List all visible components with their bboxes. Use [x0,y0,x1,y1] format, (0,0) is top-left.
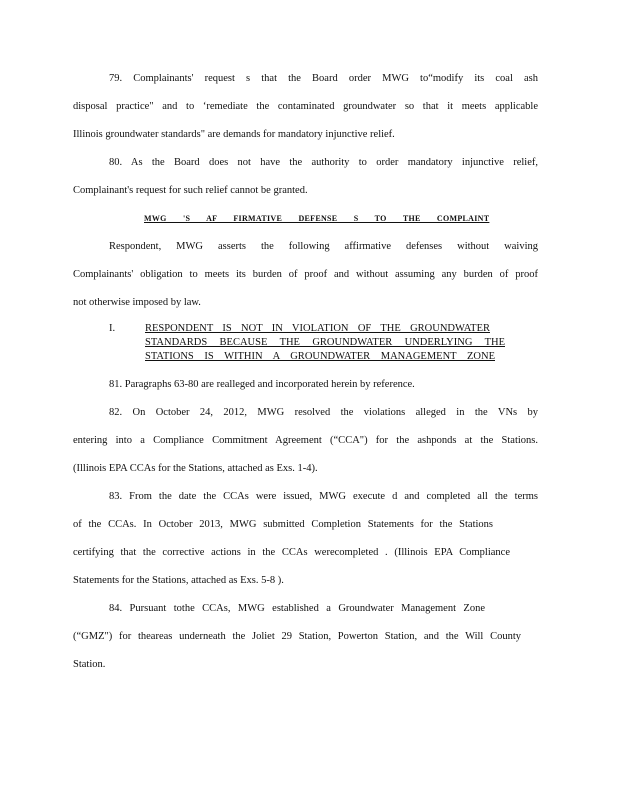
section-number: I. [109,323,116,334]
section-title-line-2: STANDARDS BECAUSE THE GROUNDWATER UNDERLYING THE [145,337,505,348]
paragraph-84-line-2: (“GMZ") for theareas underneath the Joliet 29 Station, Powerton Station, and the Will County [73,631,521,642]
paragraph-79-line-3: Illinois groundwater standards" are demands for mandatory injunctive relief. [73,129,395,140]
paragraph-83-line-3: certifying that the corrective actions in the CCAs werecompleted . (Illinois EPA Compliance [73,547,510,558]
paragraph-79-line-1: 79. Complainants' request s that the Board order MWG to“modify its coal ash [109,73,538,84]
paragraph-79-line-2: disposal practice" and to ‘remediate the contaminated groundwater so that it meets applicable [73,101,538,112]
section-title-line-3: STATIONS IS WITHIN A GROUNDWATER MANAGEMENT ZONE [145,351,495,362]
paragraph-82-line-1: 82. On October 24, 2012, MWG resolved the violations alleged in the VNs by [109,407,538,418]
affirmative-defenses-heading: MWG 'S AF FIRMATIVE DEFENSE S TO THE COMPLAINT [144,214,490,223]
paragraph-82-line-3: (Illinois EPA CCAs for the Stations, attached as Exs. 1-4). [73,463,318,474]
paragraph-81-line-1: 81. Paragraphs 63-80 are realleged and incorporated herein by reference. [109,379,415,390]
intro-line-2: Complainants' obligation to meets its burden of proof and without assuming any burden of proof [73,269,538,280]
paragraph-84-line-1: 84. Pursuant tothe CCAs, MWG established a Groundwater Management Zone [109,603,485,614]
intro-line-1: Respondent, MWG asserts the following affirmative defenses without waiving [109,241,538,252]
paragraph-80-line-1: 80. As the Board does not have the authority to order mandatory injunctive relief, [109,157,538,168]
paragraph-80-line-2: Complainant's request for such relief cannot be granted. [73,185,308,196]
paragraph-82-line-2: entering into a Compliance Commitment Agreement (“CCA") for the ashponds at the Stations. [73,435,538,446]
intro-line-3: not otherwise imposed by law. [73,297,201,308]
paragraph-83-line-1: 83. From the date the CCAs were issued, MWG execute d and completed all the terms [109,491,538,502]
paragraph-84-line-3: Station. [73,659,106,670]
paragraph-83-line-2: of the CCAs. In October 2013, MWG submitted Completion Statements for the Stations [73,519,493,530]
section-title-line-1: RESPONDENT IS NOT IN VIOLATION OF THE GROUNDWATER [145,323,490,334]
paragraph-83-line-4: Statements for the Stations, attached as Exs. 5-8 ). [73,575,284,586]
